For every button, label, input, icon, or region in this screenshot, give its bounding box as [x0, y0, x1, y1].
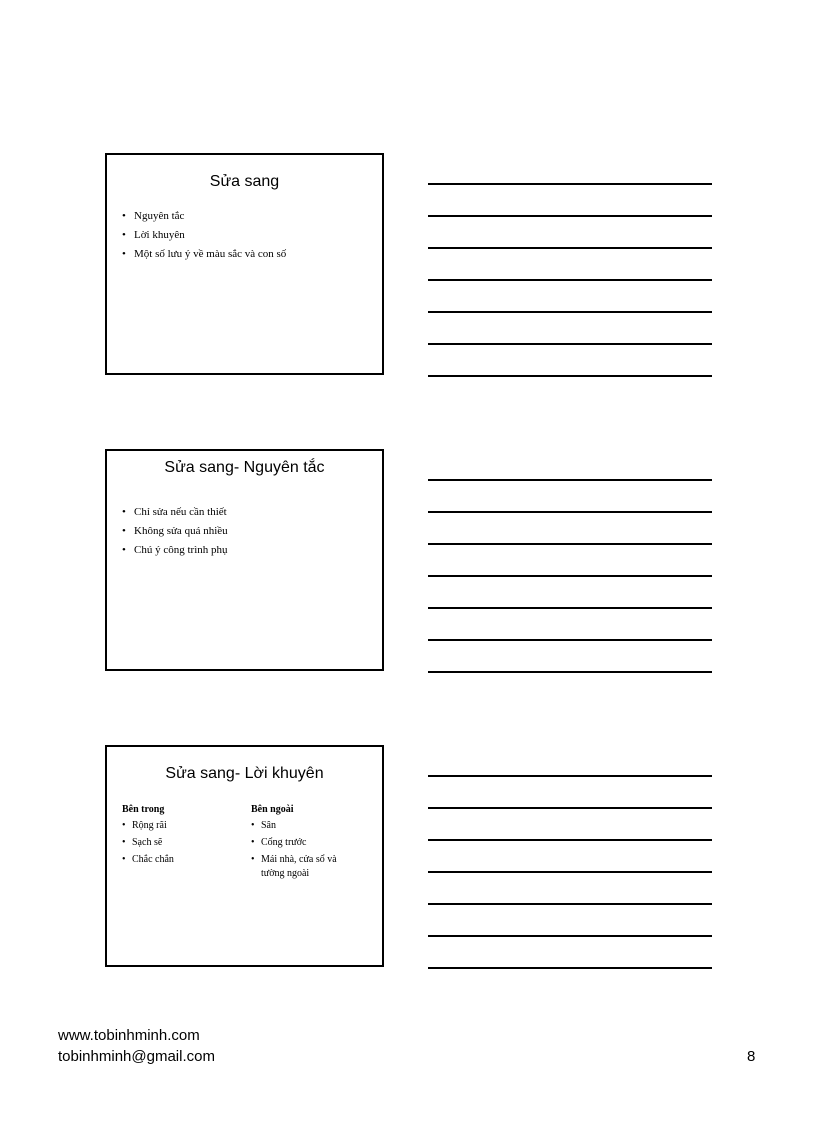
- slide-3-right-heading: Bên ngoài: [251, 804, 294, 815]
- note-line: [428, 935, 712, 937]
- slide-1-bullet-2: • Lời khuyên: [122, 226, 372, 245]
- note-line: [428, 479, 712, 481]
- slide-2-bullet-list: [122, 503, 372, 560]
- note-line: [428, 375, 712, 377]
- footer-email: tobinhminh@gmail.com: [58, 1048, 215, 1065]
- slide-2-bullet-2: • Không sửa quá nhiều: [122, 522, 372, 541]
- slide-3-title: Sửa sang- Lời khuyên: [165, 765, 324, 782]
- slide-3-left-item-3: • Chắc chắn: [122, 851, 242, 868]
- slide-3: [105, 745, 384, 967]
- slide-1: [105, 153, 384, 375]
- slide-1-bullet-1: • Nguyên tắc: [122, 207, 372, 226]
- slide-3-right-item-1: • Sân: [251, 817, 356, 834]
- note-line: [428, 575, 712, 577]
- slide-3-left-heading: Bên trong: [122, 804, 165, 815]
- footer-website: www.tobinhminh.com: [58, 1027, 200, 1044]
- slide-3-right-column: [251, 803, 356, 881]
- note-line: [428, 511, 712, 513]
- note-line: [428, 871, 712, 873]
- note-line: [428, 343, 712, 345]
- slide-3-right-item-3: • Mái nhà, cửa sổ và tường ngoài: [251, 851, 356, 881]
- note-line: [428, 807, 712, 809]
- slide-2: [105, 449, 384, 671]
- slide-2-bullet-1: • Chỉ sửa nếu cần thiết: [122, 503, 372, 522]
- note-line: [428, 903, 712, 905]
- slide-1-bullet-list: [122, 207, 372, 264]
- slide-3-right-list: [251, 817, 356, 881]
- note-line: [428, 279, 712, 281]
- note-line: [428, 543, 712, 545]
- note-line: [428, 839, 712, 841]
- slide-3-right-item-2: • Cổng trước: [251, 834, 356, 851]
- note-line: [428, 775, 712, 777]
- page-number: 8: [747, 1048, 756, 1065]
- note-line: [428, 607, 712, 609]
- note-line: [428, 639, 712, 641]
- slide-3-left-item-1: • Rộng rãi: [122, 817, 242, 834]
- note-line: [428, 247, 712, 249]
- note-line: [428, 967, 712, 969]
- note-line: [428, 311, 712, 313]
- slide-2-title: Sửa sang- Nguyên tắc: [164, 459, 325, 476]
- note-line: [428, 215, 712, 217]
- slide-3-left-column: [122, 803, 242, 868]
- slide-3-left-item-2: • Sạch sẽ: [122, 834, 242, 851]
- slide-2-bullet-3: • Chú ý công trình phụ: [122, 541, 372, 560]
- slide-1-bullet-3: • Một số lưu ý về màu sắc và con số: [122, 245, 372, 264]
- note-line: [428, 183, 712, 185]
- slide-1-title: Sửa sang: [209, 173, 280, 190]
- note-line: [428, 671, 712, 673]
- slide-3-left-list: [122, 817, 242, 868]
